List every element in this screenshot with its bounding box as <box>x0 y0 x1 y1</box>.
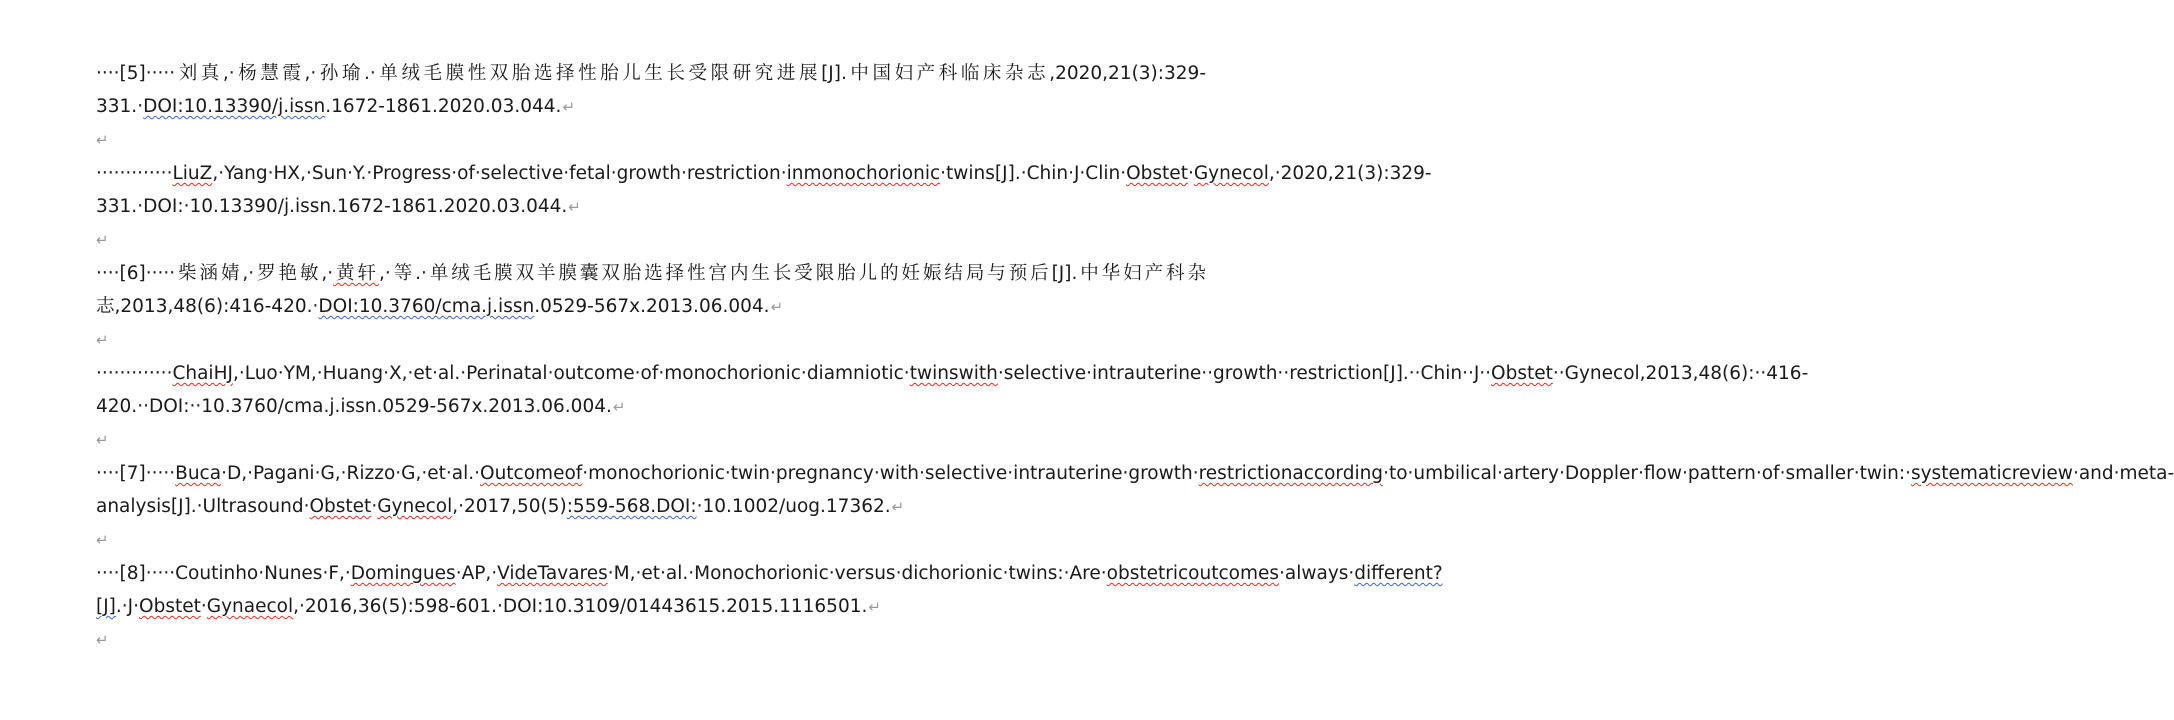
reference-text: ,·2017,50(5) <box>452 496 567 517</box>
empty-paragraph[interactable] <box>96 224 1206 257</box>
spelling-flagged-word: restrictionaccording <box>1198 463 1384 484</box>
spelling-flagged-word: Outcomeof <box>480 463 583 484</box>
paragraph-mark-icon: ↵ <box>612 398 626 416</box>
grammar-flagged-text: DOI:10.13390/j.issn <box>143 96 326 117</box>
document-body[interactable] <box>96 57 2174 657</box>
reference-paragraph[interactable] <box>96 257 1206 324</box>
reference-paragraph[interactable] <box>96 557 1443 624</box>
reference-text: ·always· <box>1279 563 1355 584</box>
spelling-flagged-word: twinswith <box>909 363 998 384</box>
spelling-flagged-word: VideTavares <box>497 563 608 584</box>
reference-text: ··Gynecol,2013,48(6):··416-420.··DOI:··10.3760/cma.j.issn.0529-567x.2013.06.004. <box>96 363 1809 417</box>
empty-paragraph[interactable] <box>96 424 1206 457</box>
paragraph-mark-icon: ↵ <box>96 331 109 349</box>
spelling-flagged-word: LiuZ <box>172 163 213 184</box>
reference-text: ·10.1002/uog.17362. <box>696 496 891 517</box>
spelling-flagged-word: 黄轩 <box>333 263 379 284</box>
reference-text: ·monochorionic·twin·pregnancy·with·selective·intrauterine·growth· <box>582 463 1199 484</box>
spelling-flagged-word: Obstet <box>1126 163 1188 184</box>
reference-text: ,·等.·单绒毛膜双羊膜囊双胎选择性宫内生长受限胎儿的妊娠结局与预后[J].中华妇产科杂志,2013,48(6):416-420.· <box>96 263 1206 317</box>
empty-paragraph[interactable] <box>96 324 1206 357</box>
spelling-flagged-word: Gynecol <box>377 496 453 517</box>
reference-text: ·selective·intrauterine··growth··restriction[J].··Chin··J·· <box>997 363 1492 384</box>
reference-paragraph[interactable] <box>96 157 1432 224</box>
empty-paragraph[interactable] <box>96 524 1206 557</box>
reference-text: ····[8]·····Coutinho·Nunes·F,· <box>96 563 351 584</box>
reference-text: ,·Luo·YM,·Huang·X,·et·al.·Perinatal·outcome·of·monochorionic·diamniotic· <box>232 363 910 384</box>
grammar-flagged-text: :559-568.DOI: <box>566 496 697 517</box>
spelling-flagged-word: Buca <box>175 463 222 484</box>
paragraph-mark-icon: ↵ <box>562 98 576 116</box>
reference-text: · <box>200 596 207 617</box>
paragraph-mark-icon: ↵ <box>568 198 581 216</box>
spelling-flagged-word: Obstet <box>309 496 372 517</box>
reference-text: ····[6]·····柴涵婧,·罗艳敏,· <box>96 263 334 284</box>
paragraph-mark-icon: ↵ <box>891 498 905 516</box>
reference-text: ····[7]····· <box>96 463 176 484</box>
spelling-flagged-word: Domingues <box>350 563 456 584</box>
reference-text: ············· <box>96 163 173 184</box>
reference-text: ·AP,· <box>455 563 498 584</box>
spelling-flagged-word: Gynaecol <box>206 596 294 617</box>
reference-text: ·and·meta-analysis[J].·Ultrasound· <box>96 463 2174 517</box>
paragraph-mark-icon: ↵ <box>96 131 109 149</box>
paragraph-mark-icon: ↵ <box>96 631 109 649</box>
reference-text: ·D,·Pagani·G,·Rizzo·G,·et·al.· <box>221 463 481 484</box>
spelling-flagged-word: Obstet <box>1491 363 1553 384</box>
reference-text: · <box>1187 163 1194 184</box>
reference-text: ·to·umbilical·artery·Doppler·flow·pattern·of·smaller·twin:· <box>1383 463 1911 484</box>
empty-paragraph[interactable] <box>96 624 1206 657</box>
reference-paragraph[interactable] <box>96 457 2174 524</box>
reference-text: .0529-567x.2013.06.004. <box>534 296 770 317</box>
empty-paragraph[interactable] <box>96 124 1206 157</box>
spelling-flagged-word: Obstet <box>139 596 201 617</box>
reference-text: .1672-1861.2020.03.044. <box>325 96 562 117</box>
reference-text: ············· <box>96 363 173 384</box>
reference-text: · <box>371 496 378 517</box>
spelling-flagged-word: inmonochorionic <box>786 163 941 184</box>
reference-paragraph[interactable] <box>96 357 1809 424</box>
reference-text: ·twins[J].·Chin·J·Clin· <box>940 163 1127 184</box>
grammar-flagged-text: DOI:10.3760/cma.j.issn <box>318 296 535 317</box>
paragraph-mark-icon: ↵ <box>770 298 784 316</box>
spelling-flagged-word: Gynecol <box>1193 163 1269 184</box>
reference-text: ····[5]·····刘真,·杨慧霞,·孙瑜.·单绒毛膜性双胎选择性胎儿生长受限研究进展[J].中国妇产科临床杂志,2020,21(3):329-331.· <box>96 63 1206 117</box>
spelling-flagged-word: obstetricoutcomes <box>1106 563 1279 584</box>
paragraph-mark-icon: ↵ <box>96 231 109 249</box>
reference-text: ,·2016,36(5):598-601.·DOI:10.3109/01443615.2015.1116501. <box>293 596 868 617</box>
paragraph-mark-icon: ↵ <box>96 531 109 549</box>
reference-text: ,·Yang·HX,·Sun·Y.·Progress·of·selective·fetal·growth·restriction· <box>212 163 787 184</box>
reference-text: ·M,·et·al.·Monochorionic·versus·dichorionic·twins:·Are· <box>607 563 1107 584</box>
spelling-flagged-word: ChaiHJ <box>172 363 233 384</box>
grammar-flagged-text: different?[J] <box>96 563 1443 617</box>
spelling-flagged-word: systematicreview <box>1910 463 2073 484</box>
reference-text: ,·2020,21(3):329-331.·DOI:·10.13390/j.issn.1672-1861.2020.03.044. <box>96 163 1432 217</box>
paragraph-mark-icon: ↵ <box>96 431 109 449</box>
paragraph-mark-icon: ↵ <box>868 598 881 616</box>
reference-paragraph[interactable] <box>96 57 1206 124</box>
reference-text: .·J· <box>115 596 140 617</box>
